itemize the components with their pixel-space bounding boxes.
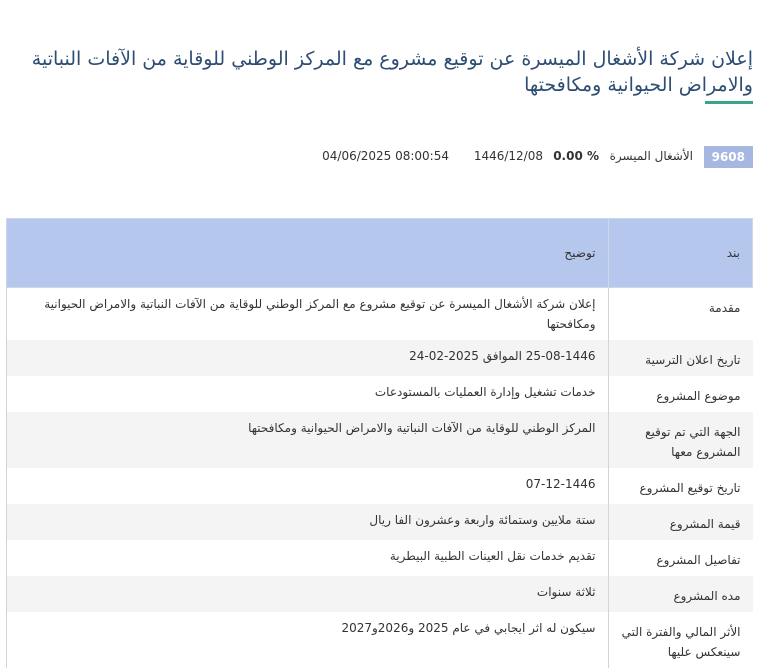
row-detail: إعلان شركة الأشغال الميسرة عن توقيع مشروع مع المركز الوطني للوقاية من الآفات النباتية والامراض الحيوانية ومكافحتها	[7, 288, 609, 341]
announcement-datetime: 04/06/2025 08:00:54	[322, 149, 449, 163]
company-name[interactable]: الأشغال الميسرة	[609, 149, 693, 163]
stock-meta-bar	[13, 146, 753, 168]
hijri-date: 1446/12/08	[473, 149, 543, 163]
row-detail: خدمات تشغيل وإدارة العمليات بالمستودعات	[7, 376, 609, 412]
row-detail: ستة ملايين وستمائة واربعة وعشرون الفا ريال	[7, 504, 609, 540]
table-row	[7, 288, 753, 341]
row-item: الأثر المالي والفترة التي سينعكس عليها	[608, 612, 753, 668]
page-title: إعلان شركة الأشغال الميسرة عن توقيع مشروع مع المركز الوطني للوقاية من الآفات النباتية والامراض الحيوانية ومكافحتها	[31, 48, 753, 96]
row-item: مده المشروع	[608, 576, 753, 612]
price-change: 0.00 %	[553, 149, 599, 163]
row-detail: تقديم خدمات نقل العينات الطبية البيطرية	[7, 540, 609, 576]
title-underline	[705, 101, 753, 104]
announcement-table	[6, 218, 753, 668]
row-item: مقدمة	[608, 288, 753, 341]
table-header-row	[7, 219, 753, 288]
row-detail: سيكون له اثر ايجابي في عام 2025 و2026و2027	[7, 612, 609, 668]
column-header-item: بند	[608, 219, 753, 288]
row-item: تفاصيل المشروع	[608, 540, 753, 576]
table-row	[7, 340, 753, 376]
row-item: موضوع المشروع	[608, 376, 753, 412]
column-header-detail: توضيح	[7, 219, 609, 288]
table-row	[7, 468, 753, 504]
row-detail: المركز الوطني للوقاية من الآفات النباتية والامراض الحيوانية ومكافحتها	[7, 412, 609, 468]
stock-code-badge[interactable]: 9608	[704, 146, 753, 168]
row-item: الجهة التي تم توقيع المشروع معها	[608, 412, 753, 468]
row-detail: 07-12-1446	[7, 468, 609, 504]
row-item: تاريخ اعلان الترسية	[608, 340, 753, 376]
table-row	[7, 540, 753, 576]
table-row	[7, 612, 753, 668]
table-row	[7, 576, 753, 612]
announcement-title-block	[13, 46, 753, 98]
row-item: قيمة المشروع	[608, 504, 753, 540]
row-detail: 25-08-1446 الموافق 2025-02-24	[7, 340, 609, 376]
row-detail: ثلاثة سنوات	[7, 576, 609, 612]
row-item: تاريخ توقيع المشروع	[608, 468, 753, 504]
table-row	[7, 412, 753, 468]
table-row	[7, 504, 753, 540]
table-row	[7, 376, 753, 412]
